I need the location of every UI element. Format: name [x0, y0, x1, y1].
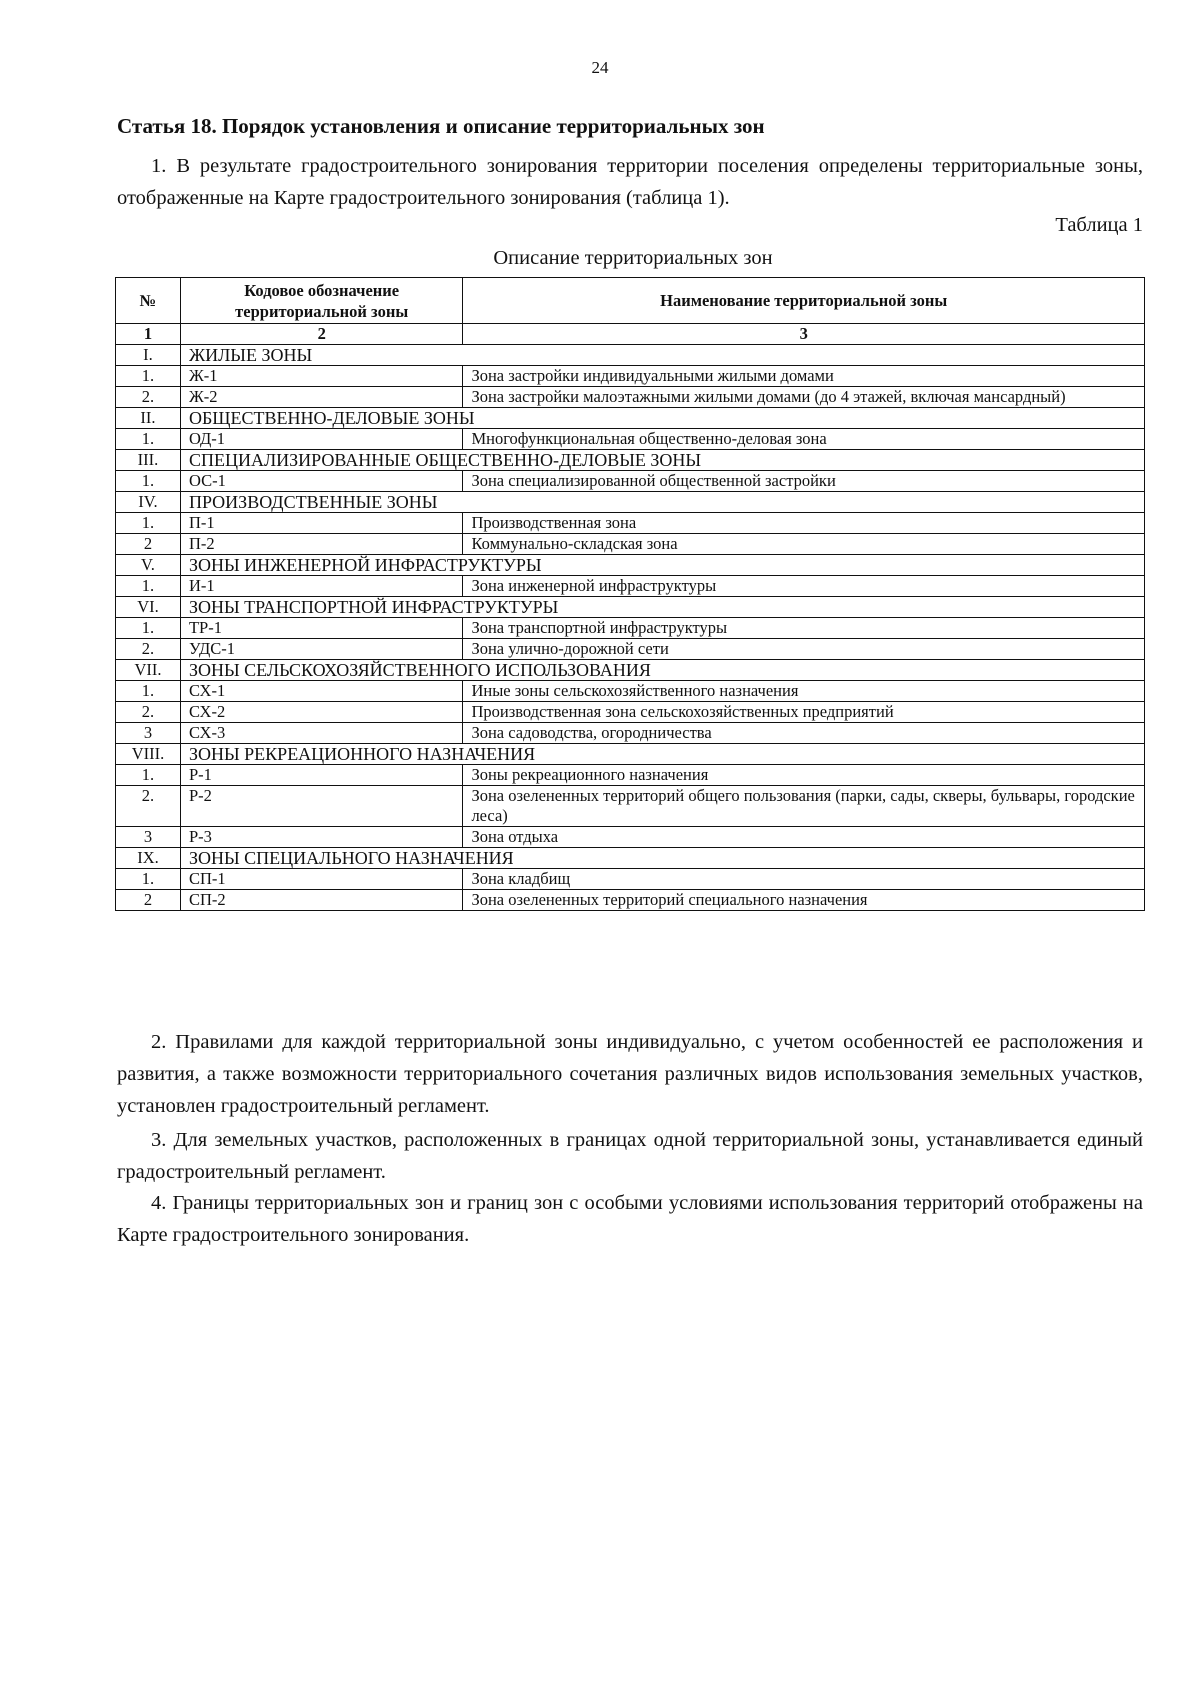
- table-row: [116, 681, 1145, 702]
- zone-group-row: [116, 848, 1145, 869]
- table-header-row: [116, 278, 1145, 324]
- zone-group-row: [116, 450, 1145, 471]
- row-number: 2: [116, 534, 181, 555]
- zone-name: Зоны рекреационного назначения: [463, 765, 1145, 786]
- zone-code: И-1: [180, 576, 463, 597]
- table-row: [116, 387, 1145, 408]
- row-number: 1.: [116, 471, 181, 492]
- table-row: [116, 639, 1145, 660]
- table-row: [116, 429, 1145, 450]
- group-number: IX.: [116, 848, 181, 869]
- zone-group-row: [116, 492, 1145, 513]
- zone-code: П-2: [180, 534, 463, 555]
- table-row: [116, 471, 1145, 492]
- paragraph-1: 1. В результате градостроительного зонирования территории поселения определены территориальные зоны, отображенные на Карте градостроительного зонирования (таблица 1).: [117, 155, 1143, 209]
- group-name: ЗОНЫ ТРАНСПОРТНОЙ ИНФРАСТРУКТУРЫ: [180, 597, 1144, 618]
- group-name: ЖИЛЫЕ ЗОНЫ: [180, 345, 1144, 366]
- table-row: [116, 765, 1145, 786]
- zone-code: Р-3: [180, 827, 463, 848]
- zone-code: СХ-3: [180, 723, 463, 744]
- row-number: 3: [116, 723, 181, 744]
- zone-name: Производственная зона сельскохозяйственных предприятий: [463, 702, 1145, 723]
- table-label: Таблица 1: [1055, 214, 1143, 236]
- group-name: СПЕЦИАЛИЗИРОВАННЫЕ ОБЩЕСТВЕННО-ДЕЛОВЫЕ ЗОНЫ: [180, 450, 1144, 471]
- group-name: ОБЩЕСТВЕННО-ДЕЛОВЫЕ ЗОНЫ: [180, 408, 1144, 429]
- group-number: VIII.: [116, 744, 181, 765]
- zone-code: СП-1: [180, 869, 463, 890]
- table-row: [116, 869, 1145, 890]
- group-number: I.: [116, 345, 181, 366]
- row-number: 2.: [116, 387, 181, 408]
- table-row: [116, 513, 1145, 534]
- row-number: 2: [116, 890, 181, 911]
- table-row: [116, 827, 1145, 848]
- paragraph-3: 3. Для земельных участков, расположенных в границах одной территориальной зоны, устанавливается единый градостроительный регламент.: [117, 1129, 1143, 1183]
- zone-group-row: [116, 345, 1145, 366]
- group-number: V.: [116, 555, 181, 576]
- zone-code: Ж-1: [180, 366, 463, 387]
- zone-code: ОД-1: [180, 429, 463, 450]
- zone-name: Зона садоводства, огородничества: [463, 723, 1145, 744]
- group-name: ПРОИЗВОДСТВЕННЫЕ ЗОНЫ: [180, 492, 1144, 513]
- zone-code: СХ-1: [180, 681, 463, 702]
- zone-group-row: [116, 744, 1145, 765]
- header-code: Кодовое обозначение территориальной зоны: [180, 278, 463, 324]
- table-row: [116, 366, 1145, 387]
- row-number: 1.: [116, 618, 181, 639]
- group-number: II.: [116, 408, 181, 429]
- paragraph-4: 4. Границы территориальных зон и границ зон с особыми условиями использования территорий отображены на Карте градостроительного зонирования.: [117, 1192, 1143, 1246]
- zones-table: [115, 277, 1145, 911]
- row-number: 1.: [116, 366, 181, 387]
- zone-group-row: [116, 408, 1145, 429]
- page-number: 24: [591, 58, 609, 77]
- zone-group-row: [116, 555, 1145, 576]
- group-number: VI.: [116, 597, 181, 618]
- zone-code: ОС-1: [180, 471, 463, 492]
- column-number: 1: [116, 324, 181, 345]
- row-number: 1.: [116, 869, 181, 890]
- column-number: 2: [180, 324, 463, 345]
- zone-name: Иные зоны сельскохозяйственного назначения: [463, 681, 1145, 702]
- zone-code: УДС-1: [180, 639, 463, 660]
- zone-code: Р-2: [180, 786, 463, 827]
- article-title: Статья 18. Порядок установления и описание территориальных зон: [117, 114, 765, 138]
- zone-name: Производственная зона: [463, 513, 1145, 534]
- header-number: №: [116, 278, 181, 324]
- zone-code: Р-1: [180, 765, 463, 786]
- table-row: [116, 786, 1145, 827]
- zone-name: Зона застройки индивидуальными жилыми домами: [463, 366, 1145, 387]
- group-name: ЗОНЫ РЕКРЕАЦИОННОГО НАЗНАЧЕНИЯ: [180, 744, 1144, 765]
- zone-code: СХ-2: [180, 702, 463, 723]
- zone-code: П-1: [180, 513, 463, 534]
- zone-code: СП-2: [180, 890, 463, 911]
- zone-name: Зона улично-дорожной сети: [463, 639, 1145, 660]
- zone-name: Зона озелененных территорий специального назначения: [463, 890, 1145, 911]
- zone-name: Зона инженерной инфраструктуры: [463, 576, 1145, 597]
- row-number: 2.: [116, 702, 181, 723]
- zone-name: Коммунально-складская зона: [463, 534, 1145, 555]
- paragraph-2: 2. Правилами для каждой территориальной зоны индивидуально, с учетом особенностей ее расположения и развития, а также возможности территориального сочетания различных видов использования земельных участков, установлен градостроительный регламент.: [117, 1031, 1143, 1117]
- row-number: 2.: [116, 639, 181, 660]
- table-caption: Описание территориальных зон: [493, 247, 773, 269]
- zone-name: Зона отдыха: [463, 827, 1145, 848]
- zone-name: Многофункциональная общественно-деловая зона: [463, 429, 1145, 450]
- zone-name: Зона специализированной общественной застройки: [463, 471, 1145, 492]
- zone-name: Зона транспортной инфраструктуры: [463, 618, 1145, 639]
- zone-code: Ж-2: [180, 387, 463, 408]
- row-number: 2.: [116, 786, 181, 827]
- table-row: [116, 618, 1145, 639]
- zone-group-row: [116, 597, 1145, 618]
- row-number: 1.: [116, 576, 181, 597]
- column-number-row: [116, 324, 1145, 345]
- zone-name: Зона кладбищ: [463, 869, 1145, 890]
- group-number: III.: [116, 450, 181, 471]
- group-name: ЗОНЫ СПЕЦИАЛЬНОГО НАЗНАЧЕНИЯ: [180, 848, 1144, 869]
- row-number: 1.: [116, 513, 181, 534]
- column-number: 3: [463, 324, 1145, 345]
- table-row: [116, 890, 1145, 911]
- group-number: IV.: [116, 492, 181, 513]
- group-name: ЗОНЫ СЕЛЬСКОХОЗЯЙСТВЕННОГО ИСПОЛЬЗОВАНИЯ: [180, 660, 1144, 681]
- row-number: 3: [116, 827, 181, 848]
- group-number: VII.: [116, 660, 181, 681]
- zone-name: Зона застройки малоэтажными жилыми домами (до 4 этажей, включая мансардный): [463, 387, 1145, 408]
- zone-group-row: [116, 660, 1145, 681]
- table-row: [116, 723, 1145, 744]
- row-number: 1.: [116, 429, 181, 450]
- group-name: ЗОНЫ ИНЖЕНЕРНОЙ ИНФРАСТРУКТУРЫ: [180, 555, 1144, 576]
- row-number: 1.: [116, 765, 181, 786]
- zone-name: Зона озелененных территорий общего пользования (парки, сады, скверы, бульвары, городские леса): [463, 786, 1145, 827]
- header-zone-name: Наименование территориальной зоны: [463, 278, 1145, 324]
- table-row: [116, 702, 1145, 723]
- table-row: [116, 576, 1145, 597]
- row-number: 1.: [116, 681, 181, 702]
- table-row: [116, 534, 1145, 555]
- zone-code: ТР-1: [180, 618, 463, 639]
